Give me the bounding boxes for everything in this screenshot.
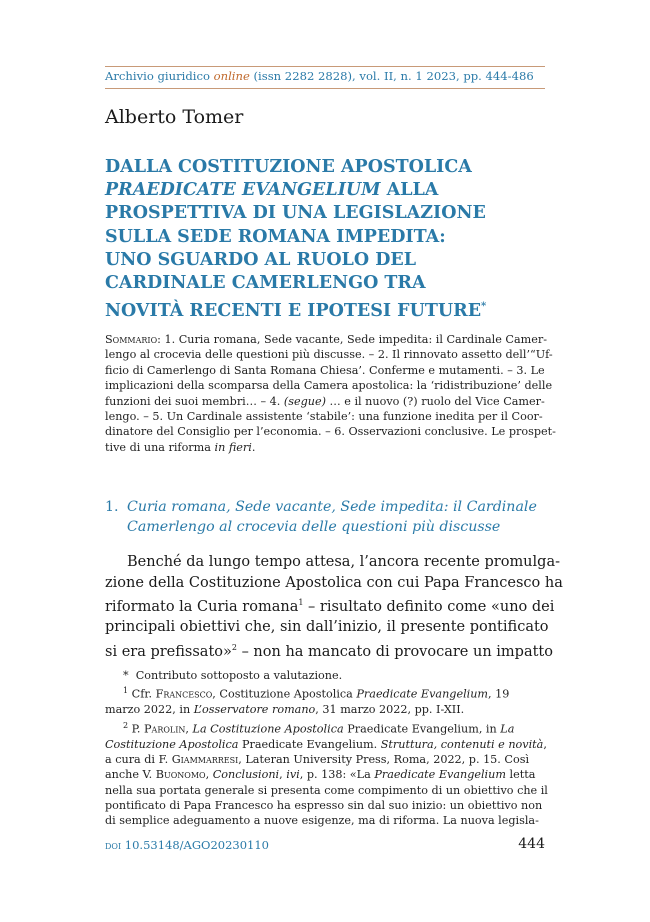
doi-link[interactable]: [105, 838, 269, 852]
doi-value: 10.53148/AGO20230110: [121, 838, 269, 852]
footnote-ref-1: 1: [298, 598, 304, 607]
footnote-2: $^2$ P. Parolin, La Costituzione Apostolica Praedicate Evangelium, in La: [123, 720, 515, 736]
doi-label: doi: [105, 838, 122, 852]
title-footnote-marker: *: [481, 301, 487, 313]
footnotes: * Contributo sottoposto a valutazione. $^1$ Cfr. Francesco, Costituzione Apostolica Praedicate Evangelium, 19 marzo 2022, in L’osservatore romano, 31 marzo 2022, pp. I-XII. $^2$ P. Parolin, La Costituzione Apostolica Praedicate Evangelium, in La Costituzione Apostolica Praedicate Evangelium. Struttura, contenuti e novità, a cura di F. Giammarresi, Lateran University Press, Roma, 2022, p. 15. Così anche V. Buonomo, Conclusioni, ivi, p. 138: «La Praedicate Evangelium letta nella sua portata generale si presenta come compimento di un obiettivo che il pontificato di Papa Francesco ha espresso sin dal suo inizio: un obiettivo non di semplice adeguamento a nuove esigenze, ma di riforma. La nuova legisla-: [105, 669, 548, 828]
section-title: Curia romana, Sede vacante, Sede impedita: il Cardinale Camerlengo al crocevia delle questioni più discusse: [127, 499, 537, 535]
header-rule-top: [105, 66, 545, 67]
article-title: DALLA COSTITUZIONE APOSTOLICA PRAEDICATE EVANGELIUM ALLA PROSPETTIVA DI UNA LEGISLAZIONE SULLA SEDE ROMANA IMPEDITA: UNO SGUARDO AL RUOLO DEL CARDINALE CAMERLENGO TRA NOVITÀ RECENTI E IPOTESI FUTURE*: [105, 157, 487, 322]
body-paragraph: Benché da lungo tempo attesa, l’ancora recente promulga- zione della Costituzione Apostolica con cui Papa Francesco ha riformato la Curia romana$^1$ – risultato definito come «uno dei principali obiettivi che, sin dall’inizio, il presente pontificato si era prefissato»$^2$ – non ha mancato di provocare un impatto: [105, 554, 563, 660]
footnote-1: $^1$ Cfr. Francesco, Costituzione Apostolica Praedicate Evangelium, 19: [123, 686, 510, 702]
page-number: 444: [518, 836, 545, 852]
section-number: 1.: [105, 499, 119, 515]
journal-header: Archivio giuridico online (issn 2282 2828), vol. II, n. 1 2023, pp. 444-486: [105, 69, 534, 83]
summary-label: Sommario:: [105, 333, 161, 346]
footnote-ref-2: 2: [231, 642, 237, 652]
journal-online-label: online: [213, 69, 250, 83]
author-name: Alberto Tomer: [105, 106, 244, 128]
header-rule-bottom: [105, 88, 545, 89]
table-of-contents-summary: Sommario: 1. Curia romana, Sede vacante, Sede impedita: il Cardinale Camer- lengo al crocevia delle questioni più discusse. – 2. Il rinnovato assetto dell’“Uf- ficio di Camerlengo di Santa Romana Chiesa’. Conferme e mutamenti. – 3. Le implicazioni della scomparsa della Camera apostolica: la ‘ridistribuzione’ delle funzioni dei suoi membri… – 4. (segue) … e il nuovo (?) ruolo del Vice Camer- lengo. – 5. Un Cardinale assistente ‘stabile’: una funzione inedita per il Coor- dinatore del Consiglio per l’economia. – 6. Osservazioni conclusive. Le prospet- tive di una riforma in fieri.: [105, 333, 556, 454]
footnote-star: * Contributo sottoposto a valutazione.: [123, 669, 343, 682]
